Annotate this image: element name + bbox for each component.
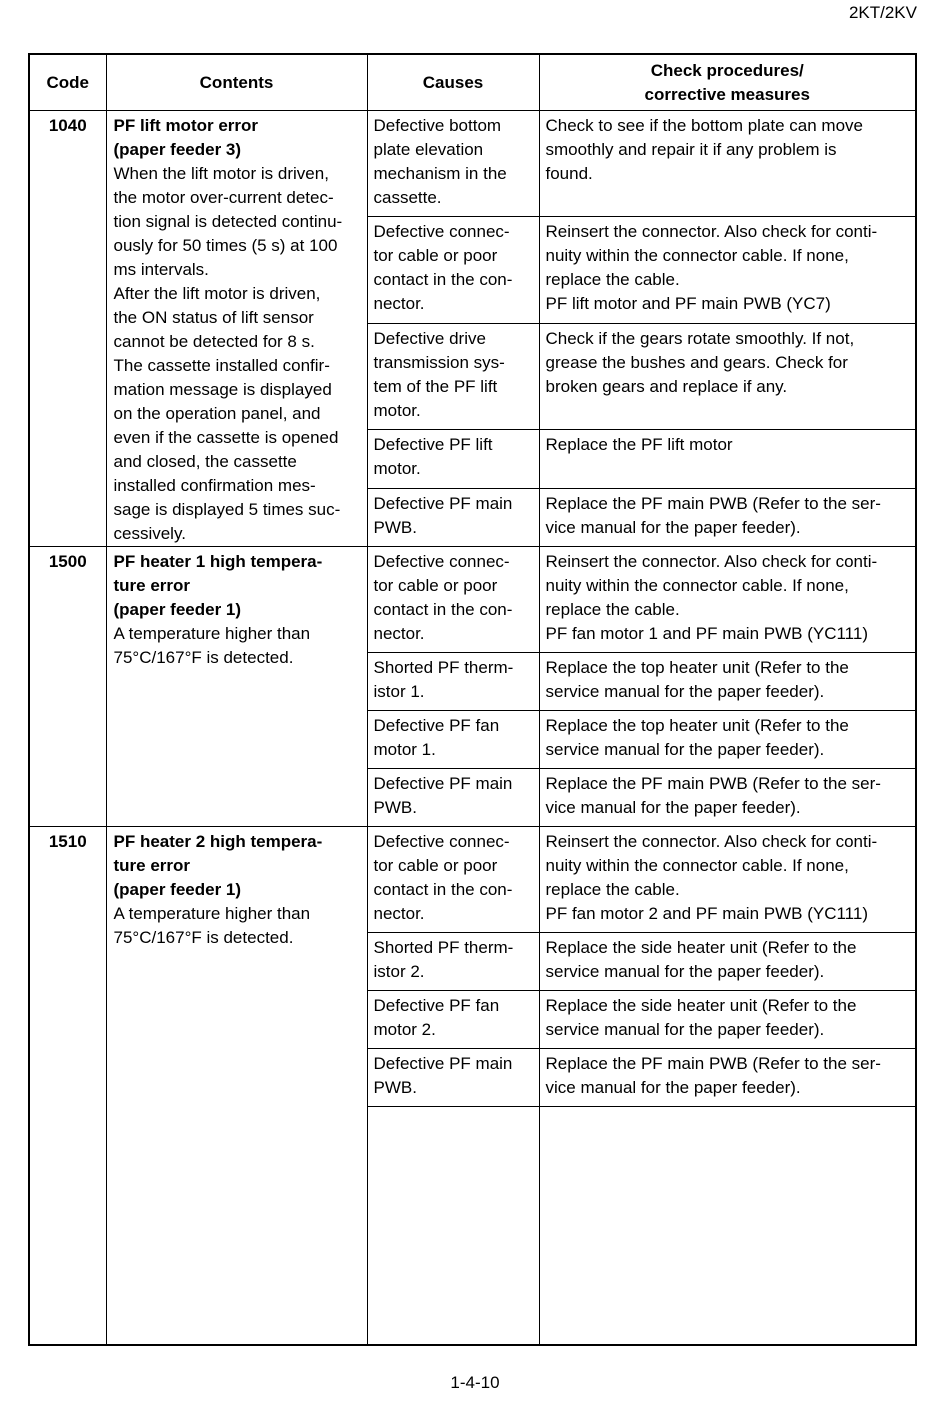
- cause-line: motor 1.: [373, 740, 436, 759]
- error-description-line: the motor over-current detec-: [113, 188, 334, 207]
- cause-cell: [367, 933, 539, 991]
- cause-line: tor cable or poor: [373, 856, 498, 875]
- cause-line: nector.: [373, 904, 425, 923]
- check-procedure-line: replace the cable.: [545, 880, 680, 899]
- empty-cell: [367, 1107, 539, 1346]
- cause-line: nector.: [373, 624, 425, 643]
- table-body: [29, 111, 916, 1346]
- cause-line: Shorted PF therm-: [373, 658, 514, 677]
- cause-line: istor 1.: [373, 682, 425, 701]
- cause-line: motor.: [373, 459, 421, 479]
- check-procedure-line: PF fan motor 2 and PF main PWB (YC111): [545, 904, 868, 923]
- error-description-line: The cassette installed confir-: [113, 356, 330, 375]
- check-procedure-cell: [539, 769, 916, 827]
- cause-line: PWB.: [373, 1078, 417, 1097]
- error-description: [114, 622, 361, 670]
- check-procedure-line: PF fan motor 1 and PF main PWB (YC111): [545, 624, 868, 643]
- check-procedure-cell: [539, 111, 916, 217]
- check-procedure-cell: [539, 217, 916, 323]
- check-procedure-cell: [539, 991, 916, 1049]
- check-procedure-line: broken gears and replace if any.: [545, 376, 788, 396]
- error-title-line: (paper feeder 1): [113, 880, 242, 899]
- error-description-line: mation message is displayed: [113, 380, 332, 399]
- error-description-line: 75°C/167°F is detected.: [113, 648, 294, 667]
- error-title-line: PF heater 1 high tempera-: [113, 552, 323, 571]
- cause-line: cassette.: [373, 188, 442, 207]
- cause-line: tor cable or poor: [373, 576, 498, 595]
- check-procedure-line: vice manual for the paper feeder).: [545, 798, 801, 817]
- error-title-line: ture error: [113, 576, 191, 595]
- cause-line: Defective drive: [373, 328, 486, 348]
- cause-line: PWB.: [373, 517, 417, 537]
- cause-line: Defective PF lift: [373, 435, 493, 455]
- error-description-line: 75°C/167°F is detected.: [113, 928, 294, 947]
- check-procedure-cell: [539, 430, 916, 488]
- cause-cell: [367, 991, 539, 1049]
- check-procedure-line: Reinsert the connector. Also check for conti-: [545, 832, 878, 851]
- header-causes: Causes: [367, 54, 539, 111]
- check-procedure-cell: [539, 488, 916, 546]
- check-procedure-cell: [539, 933, 916, 991]
- cause-cell: [367, 1049, 539, 1107]
- error-title-line: PF heater 2 high tempera-: [113, 832, 323, 851]
- error-description-line: cessively.: [113, 524, 186, 543]
- cause-line: plate elevation: [373, 140, 484, 159]
- empty-cell: [539, 1107, 916, 1346]
- error-description-line: ously for 50 times (5 s) at 100: [113, 236, 338, 255]
- error-description-line: and closed, the cassette: [113, 452, 297, 471]
- cause-line: contact in the con-: [373, 880, 513, 899]
- error-title-line: PF lift motor error: [113, 116, 259, 135]
- cause-line: transmission sys-: [373, 352, 505, 372]
- cause-cell: [367, 217, 539, 323]
- error-description-line: A temperature higher than: [113, 904, 311, 923]
- cause-cell: [367, 711, 539, 769]
- error-description-line: tion signal is detected continu-: [113, 212, 343, 231]
- error-title: [114, 550, 361, 622]
- table-row: [29, 547, 916, 653]
- cause-cell: [367, 430, 539, 488]
- check-procedure-line: Reinsert the connector. Also check for conti-: [545, 552, 878, 571]
- error-description-line: ms intervals.: [113, 260, 209, 279]
- model-label: 2KT/2KV: [848, 3, 917, 22]
- header-check-line: corrective measures: [644, 84, 810, 104]
- cause-line: Defective bottom: [373, 116, 502, 135]
- cause-cell: [367, 323, 539, 429]
- error-title: [114, 114, 361, 162]
- check-procedure-line: service manual for the paper feeder).: [545, 682, 825, 701]
- error-code-table: [28, 53, 917, 1346]
- check-procedure-line: Replace the PF main PWB (Refer to the ser-: [545, 774, 881, 793]
- check-procedure-line: Check if the gears rotate smoothly. If not,: [545, 328, 855, 348]
- cause-line: Defective PF fan: [373, 996, 500, 1015]
- check-procedure-line: Replace the side heater unit (Refer to the: [545, 938, 857, 957]
- cause-line: motor.: [373, 400, 421, 420]
- error-description-line: the ON status of lift sensor: [113, 308, 314, 327]
- cause-line: mechanism in the: [373, 164, 507, 183]
- check-procedure-line: replace the cable.: [545, 600, 680, 619]
- cause-line: Defective PF main: [373, 1054, 513, 1073]
- check-procedure-line: nuity within the connector cable. If none,: [545, 856, 849, 875]
- cause-cell: [367, 827, 539, 933]
- error-description-line: cannot be detected for 8 s.: [113, 332, 315, 351]
- cause-cell: [367, 111, 539, 217]
- check-procedure-line: nuity within the connector cable. If none,: [545, 576, 849, 595]
- cause-line: Shorted PF therm-: [373, 938, 514, 957]
- cause-line: motor 2.: [373, 1020, 436, 1039]
- cause-line: Defective connec-: [373, 222, 510, 242]
- error-title-line: ture error: [113, 856, 191, 875]
- error-description-line: When the lift motor is driven,: [113, 164, 329, 183]
- table-header-row: [29, 54, 916, 111]
- cause-line: contact in the con-: [373, 270, 513, 290]
- error-description-line: on the operation panel, and: [113, 404, 321, 423]
- cause-cell: [367, 547, 539, 653]
- check-procedure-line: replace the cable.: [545, 270, 680, 290]
- check-procedure-cell: [539, 547, 916, 653]
- error-description-line: sage is displayed 5 times suc-: [113, 500, 341, 519]
- error-title-line: (paper feeder 3): [113, 140, 242, 159]
- error-description-line: After the lift motor is driven,: [113, 284, 321, 303]
- error-code: 1510: [29, 827, 106, 1346]
- check-procedure-line: vice manual for the paper feeder).: [545, 1078, 801, 1097]
- check-procedure-line: grease the bushes and gears. Check for: [545, 352, 848, 372]
- cause-cell: [367, 653, 539, 711]
- header-contents: Contents: [106, 54, 367, 111]
- header-code: Code: [29, 54, 106, 111]
- check-procedure-line: service manual for the paper feeder).: [545, 962, 825, 981]
- check-procedure-line: service manual for the paper feeder).: [545, 740, 825, 759]
- error-description: [114, 902, 361, 950]
- error-contents: [106, 827, 367, 1346]
- cause-line: contact in the con-: [373, 600, 513, 619]
- error-code: 1040: [29, 111, 106, 547]
- cause-line: tor cable or poor: [373, 246, 498, 266]
- error-description: [114, 162, 361, 546]
- table-row: [29, 827, 916, 933]
- error-contents: [106, 111, 367, 547]
- error-code: 1500: [29, 547, 106, 827]
- cause-cell: [367, 769, 539, 827]
- check-procedure-cell: [539, 1049, 916, 1107]
- check-procedure-line: nuity within the connector cable. If none,: [545, 246, 849, 266]
- check-procedure-line: Replace the PF main PWB (Refer to the ser-: [545, 1054, 881, 1073]
- header-check: [539, 54, 916, 111]
- check-procedure-line: vice manual for the paper feeder).: [545, 517, 801, 537]
- cause-line: Defective PF main: [373, 774, 513, 793]
- check-procedure-line: service manual for the paper feeder).: [545, 1020, 825, 1039]
- cause-line: tem of the PF lift: [373, 376, 498, 396]
- cause-cell: [367, 488, 539, 546]
- cause-line: Defective connec-: [373, 552, 510, 571]
- check-procedure-line: Reinsert the connector. Also check for conti-: [545, 222, 878, 242]
- check-procedure-line: Replace the PF lift motor: [545, 435, 733, 455]
- check-procedure-line: found.: [545, 164, 593, 183]
- error-description-line: even if the cassette is opened: [113, 428, 339, 447]
- cause-line: PWB.: [373, 798, 417, 817]
- cause-line: istor 2.: [373, 962, 425, 981]
- check-procedure-line: smoothly and repair it if any problem is: [545, 140, 837, 159]
- error-contents: [106, 547, 367, 827]
- table-row: [29, 111, 916, 217]
- check-procedure-line: Replace the top heater unit (Refer to the: [545, 716, 849, 735]
- error-description-line: A temperature higher than: [113, 624, 311, 643]
- error-title-line: (paper feeder 1): [113, 600, 242, 619]
- cause-line: Defective connec-: [373, 832, 510, 851]
- page-number: 1-4-10: [450, 1373, 500, 1392]
- check-procedure-line: Replace the top heater unit (Refer to the: [545, 658, 849, 677]
- header-check-line: Check procedures/: [650, 60, 804, 80]
- check-procedure-cell: [539, 711, 916, 769]
- cause-line: Defective PF fan: [373, 716, 500, 735]
- check-procedure-cell: [539, 827, 916, 933]
- check-procedure-cell: [539, 323, 916, 429]
- cause-line: nector.: [373, 294, 425, 314]
- check-procedure-line: Replace the PF main PWB (Refer to the ser-: [545, 493, 881, 513]
- check-procedure-line: Check to see if the bottom plate can move: [545, 116, 864, 135]
- error-description-line: installed confirmation mes-: [113, 476, 316, 495]
- cause-line: Defective PF main: [373, 493, 513, 513]
- check-procedure-line: Replace the side heater unit (Refer to the: [545, 996, 857, 1015]
- error-title: [114, 830, 361, 902]
- check-procedure-cell: [539, 653, 916, 711]
- check-procedure-line: PF lift motor and PF main PWB (YC7): [545, 294, 831, 314]
